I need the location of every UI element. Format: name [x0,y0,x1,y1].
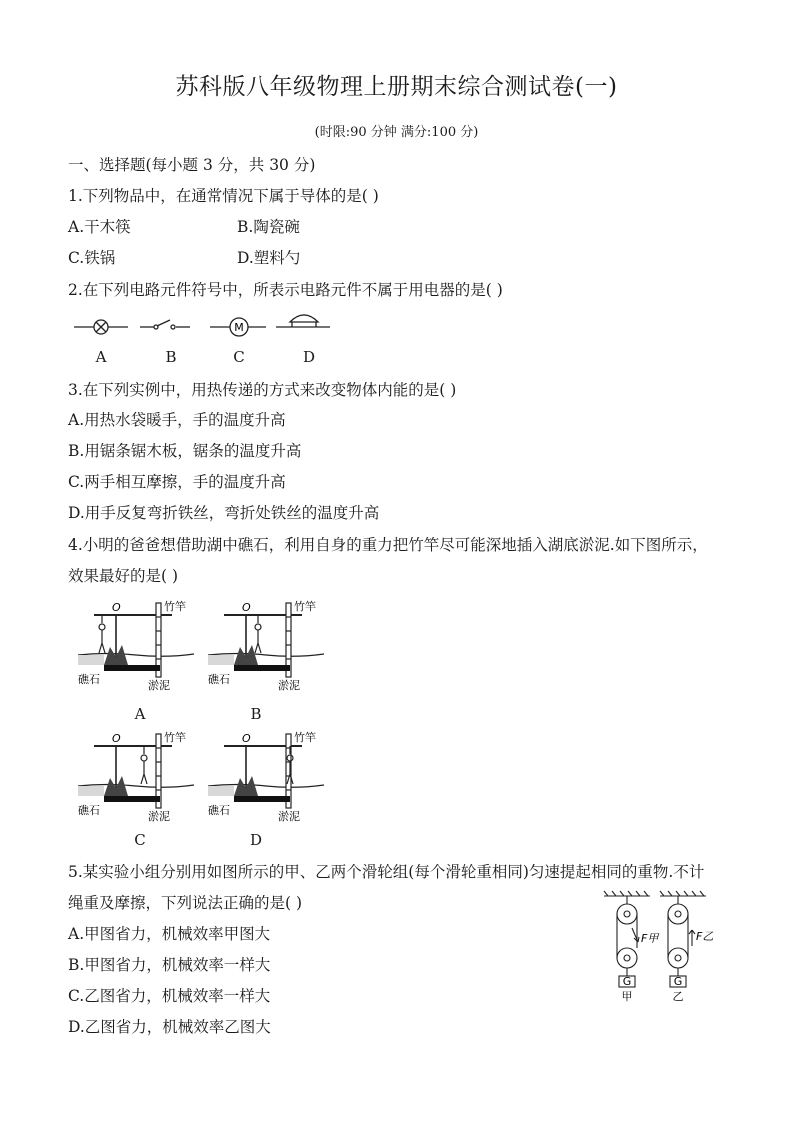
q4-label-d: D [249,831,263,849]
force-label-yi: F乙 [696,930,714,943]
pivot-label: O [242,732,251,745]
circuit-symbols-figure [70,312,340,342]
page-title: 苏科版八年级物理上册期末综合测试卷(一) [175,74,618,100]
question-3-stem: 3.在下列实例中，用热传递的方式来改变物体内能的是( ) [68,381,457,399]
question-1-option-b: B.陶瓷碗 [237,218,300,236]
lamp-symbol [74,320,128,334]
lever-figure-c [76,728,196,828]
question-5-option-d: D.乙图省力，机械效率乙图大 [68,1018,271,1036]
motor-letter: M [234,321,244,334]
question-5-option-c: C.乙图省力，机械效率一样大 [68,987,271,1005]
pole-label: 竹竿 [294,731,316,744]
mud-label: 淤泥 [148,679,170,692]
name-label-jia: 甲 [621,990,633,1003]
force-label-jia: F甲 [641,932,659,945]
q4-label-c: C [134,831,146,849]
rock-label: 礁石 [208,673,230,686]
mud-label: 淤泥 [148,810,170,823]
bell-symbol [276,315,330,327]
question-5-stem-line2: 绳重及摩擦，下列说法正确的是( ) [68,894,303,912]
load-label-yi: G [673,975,683,988]
rock-label: 礁石 [78,673,100,686]
section-heading: 一、选择题(每小题 3 分，共 30 分) [68,156,316,174]
pivot-label: O [112,601,121,614]
pole-label: 竹竿 [164,600,186,613]
pivot-label: O [112,732,121,745]
rock-label: 礁石 [78,804,100,817]
question-5-option-b: B.甲图省力，机械效率一样大 [68,956,271,974]
lever-figure-d [206,728,326,828]
question-3-option-c: C.两手相互摩擦，手的温度升高 [68,473,286,491]
q2-label-c: C [233,348,245,366]
switch-symbol [140,320,190,329]
question-1-option-c: C.铁锅 [68,249,116,267]
q2-label-a: A [95,348,107,366]
question-3-option-b: B.用锯条锯木板，锯条的温度升高 [68,442,302,460]
q2-label-d: D [302,348,316,366]
page-subtitle: (时限:90 分钟 满分:100 分) [314,125,479,140]
question-3-option-d: D.用手反复弯折铁丝，弯折处铁丝的温度升高 [68,504,380,522]
question-5-stem-line1: 5.某实验小组分别用如图所示的甲、乙两个滑轮组(每个滑轮重相同)匀速提起相同的重物.不计 [68,863,705,881]
load-label-jia: G [622,975,632,988]
q2-label-b: B [165,348,177,366]
question-3-option-a: A.用热水袋暖手，手的温度升高 [68,411,286,429]
q4-label-a: A [134,705,146,723]
pole-label: 竹竿 [164,731,186,744]
lever-figure-b [206,597,326,697]
question-1-option-a: A.干木筷 [68,218,131,236]
q4-label-b: B [250,705,262,723]
question-2-stem: 2.在下列电路元件符号中，所表示电路元件不属于用电器的是( ) [68,281,503,299]
rock-label: 礁石 [208,804,230,817]
mud-label: 淤泥 [278,679,300,692]
name-label-yi: 乙 [672,990,684,1003]
question-4-stem-line1: 4.小明的爸爸想借助湖中礁石，利用自身的重力把竹竿尽可能深地插入湖底淤泥.如下图所示， [68,536,708,554]
question-5-option-a: A.甲图省力，机械效率甲图大 [68,925,271,943]
mud-label: 淤泥 [278,810,300,823]
question-1-stem: 1.下列物品中，在通常情况下属于导体的是( ) [68,187,379,205]
question-1-option-d: D.塑料勺 [237,249,301,267]
pivot-label: O [242,601,251,614]
lever-figure-a [76,597,196,697]
pulley-systems-figure [600,890,720,1005]
pole-label: 竹竿 [294,600,316,613]
question-4-stem-line2: 效果最好的是( ) [68,567,179,585]
